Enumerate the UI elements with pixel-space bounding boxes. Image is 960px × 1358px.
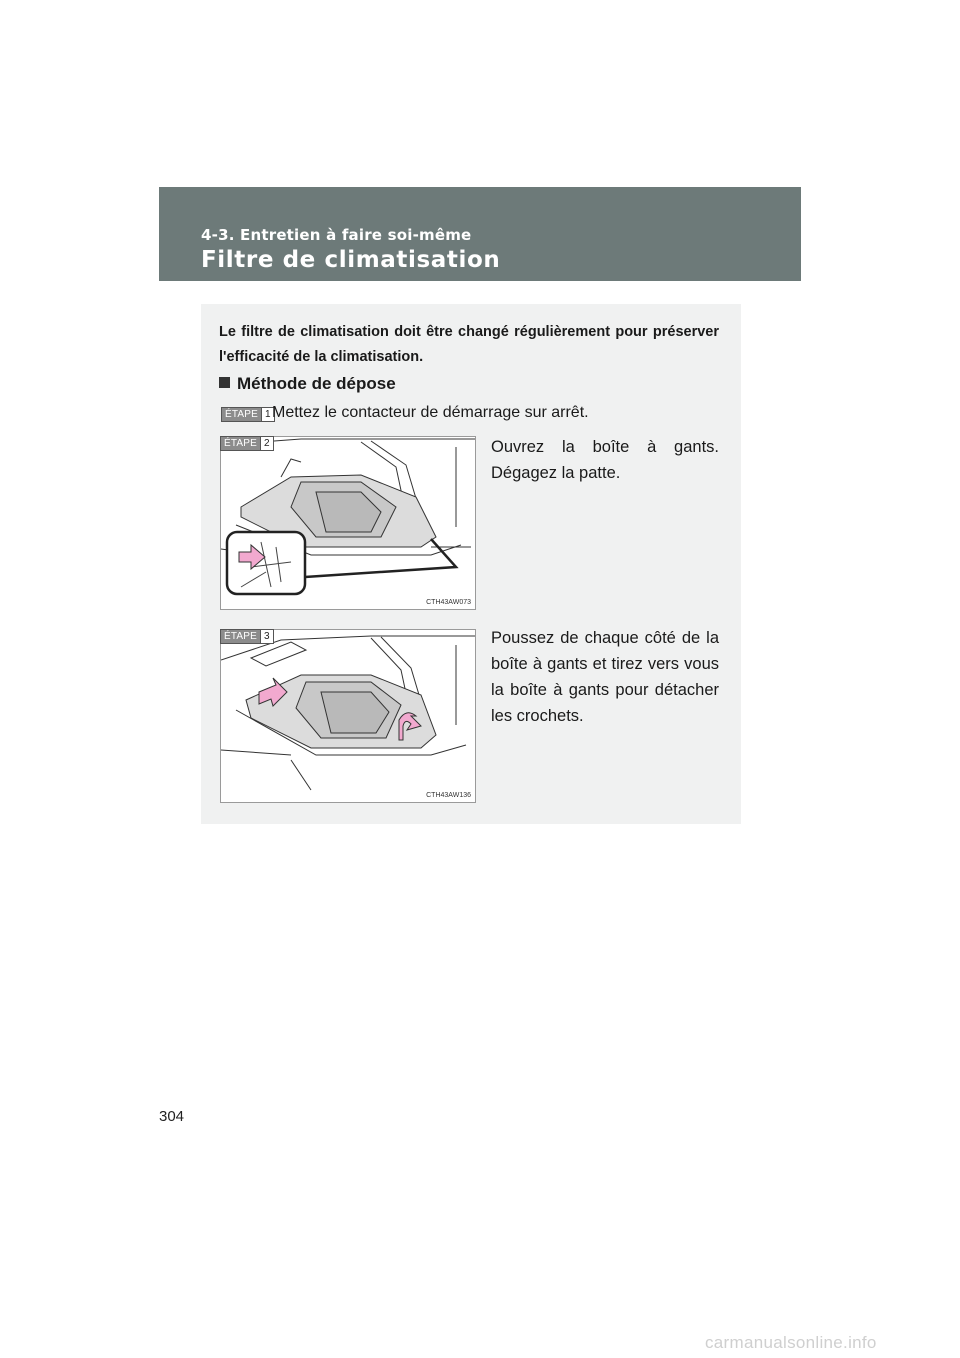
step-2-figure	[220, 436, 476, 610]
etape-number: 1	[261, 408, 274, 421]
etape-badge-2	[220, 436, 274, 451]
step-3-figure	[220, 629, 476, 803]
subheading-text: Méthode de dépose	[237, 374, 396, 393]
subheading	[219, 374, 396, 394]
page-title: Filtre de climatisation	[201, 247, 501, 273]
step-2-text: Ouvrez la boîte à gants. Dégagez la patte.	[491, 438, 719, 482]
square-bullet-icon	[219, 377, 230, 388]
figure-code: CTH43AW073	[426, 599, 471, 606]
section-label: 4-3. Entretien à faire soi-même	[201, 226, 472, 244]
etape-badge-1	[221, 407, 275, 422]
intro-text: Le filtre de climatisation doit être changé régulièrement pour préserver l'efficacité de la climatisation.	[219, 324, 719, 365]
step-3-text: Poussez de chaque côté de la boîte à gants et tirez vers vous la boîte à gants pour détacher les crochets.	[491, 629, 719, 725]
step-1-text: Mettez le contacteur de démarrage sur arrêt.	[272, 404, 589, 421]
chapter-header	[159, 187, 801, 281]
etape-label: ÉTAPE	[221, 437, 260, 450]
watermark: carmanualsonline.info	[705, 1333, 877, 1352]
etape-label: ÉTAPE	[222, 408, 261, 421]
etape-number: 2	[260, 437, 273, 450]
etape-label: ÉTAPE	[221, 630, 260, 643]
page-number: 304	[159, 1108, 185, 1125]
content-box	[201, 304, 741, 824]
glove-box-illustration	[221, 630, 475, 802]
glove-box-illustration	[221, 437, 475, 609]
etape-number: 3	[260, 630, 273, 643]
figure-code: CTH43AW136	[426, 792, 471, 799]
etape-badge-3	[220, 629, 274, 644]
